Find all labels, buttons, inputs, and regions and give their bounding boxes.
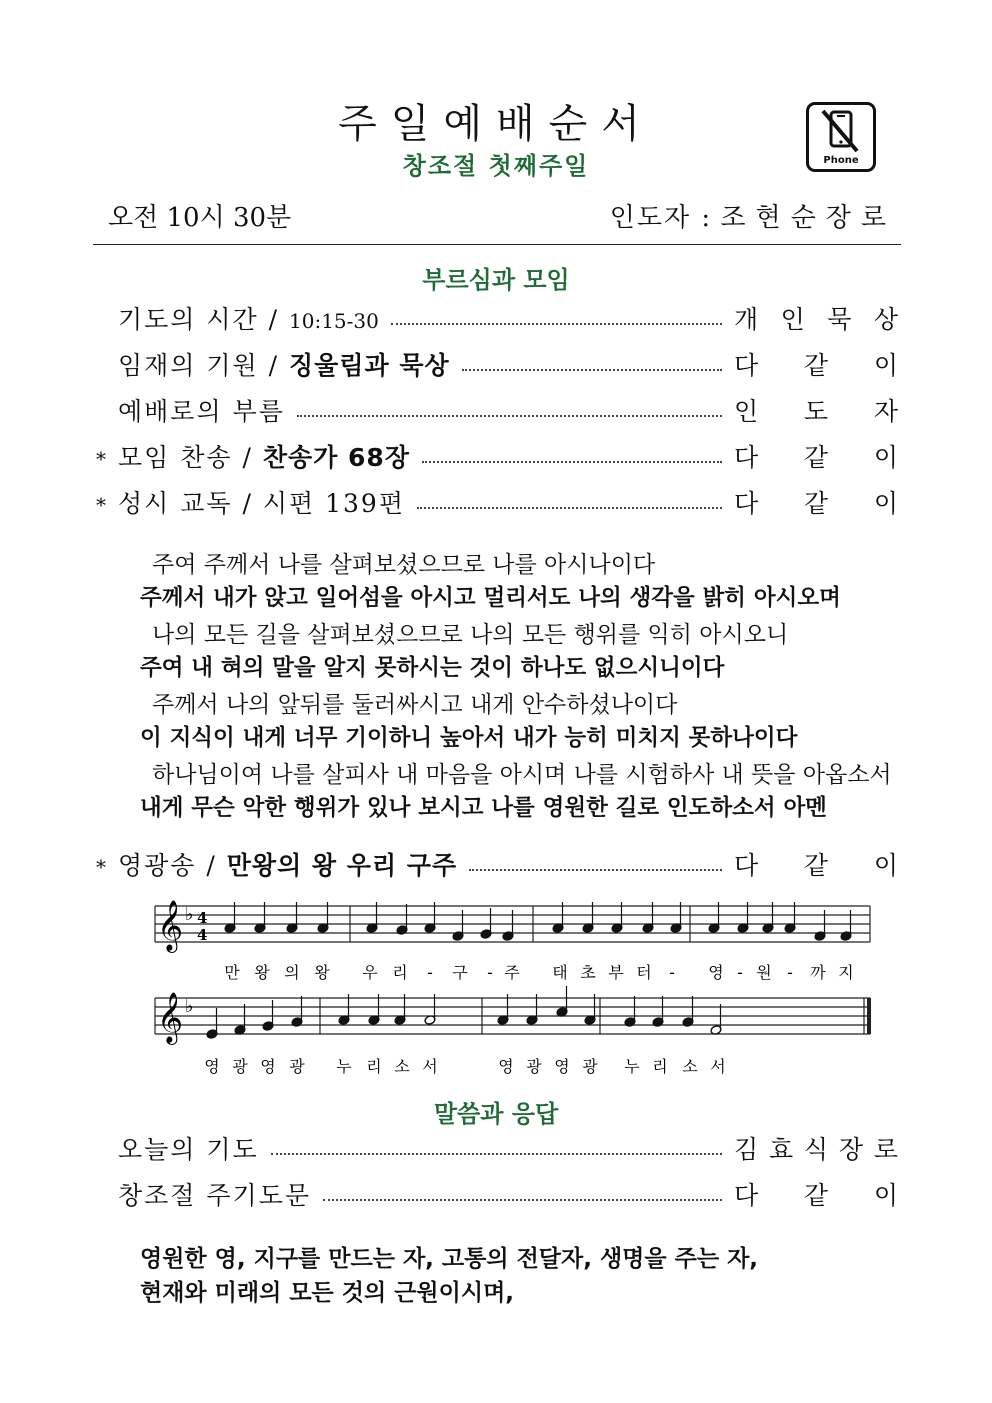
order-item	[96, 392, 898, 432]
order-item	[96, 1130, 898, 1170]
page-title: 주일예배순서	[338, 101, 654, 147]
psalm-line-congregation: 이 지식이 내게 너무 기이하니 높아서 내가 능히 미치지 못하나이다	[140, 725, 798, 751]
order-item: * 성시 교독 / 시편 139편 다 같 이	[96, 484, 898, 524]
leader-name: 조현순장로	[720, 203, 896, 233]
lyric-syllable: 만	[224, 963, 240, 982]
lyrics-line-1	[224, 963, 853, 982]
lyric-syllable: 의	[284, 963, 300, 982]
leader-dots	[297, 415, 722, 417]
lyric-syllable: 리	[652, 1057, 668, 1076]
lyric-syllable: 서	[422, 1057, 438, 1076]
psalm-line-leader: 나의 모든 길을 살펴보셨으므로 나의 모든 행위를 익히 아시오니	[152, 622, 789, 648]
order-item	[96, 300, 898, 340]
item-label: 오늘의 기도	[118, 1135, 259, 1164]
item-response: 다 같 이	[734, 1181, 898, 1210]
leader-dots	[469, 869, 722, 871]
prayer-line: 현재와 미래의 모든 것의 근원이시며,	[140, 1280, 515, 1306]
leader-dots	[462, 369, 722, 371]
item-response: 김 효 식 장 로	[734, 1135, 898, 1164]
lyric-syllable: 터	[636, 963, 652, 982]
leader	[610, 197, 896, 234]
lyric-syllable: 영	[708, 963, 724, 982]
item-label: 창조절 주기도문	[118, 1181, 311, 1210]
flat-icon: ♭	[185, 904, 194, 925]
psalm-line-congregation: 주께서 내가 앉고 일어섬을 아시고 멀리서도 나의 생각을 밝히 아시오며	[140, 585, 841, 611]
lyric-syllable: -	[787, 963, 793, 982]
lyric-syllable: 부	[608, 963, 624, 982]
lyric-syllable: 리	[366, 1057, 382, 1076]
item-label: 예배로의 부름	[118, 397, 285, 426]
lyric-syllable: 영	[498, 1057, 514, 1076]
item-response: 개 인 묵 상	[734, 305, 898, 334]
lyric-syllable: 주	[504, 963, 520, 982]
psalm-line-leader: 주여 주께서 나를 살펴보셨으므로 나를 아시나이다	[152, 552, 656, 578]
music-score	[0, 890, 992, 1090]
lyric-syllable: 리	[392, 963, 408, 982]
lyric-syllable: 영	[204, 1057, 220, 1076]
lyric-syllable: 왕	[314, 963, 330, 982]
svg-text:4: 4	[197, 909, 208, 927]
section-title-gathering: 부르심과 모임	[422, 266, 570, 294]
lyric-syllable: 광	[526, 1057, 542, 1076]
item-response: 다 같 이	[734, 351, 898, 380]
prayer-line: 영원한 영, 지구를 만드는 자, 고통의 전달자, 생명을 주는 자,	[140, 1246, 759, 1272]
divider	[93, 244, 901, 245]
psalm-line-leader: 주께서 나의 앞뒤를 둘러싸시고 내게 안수하셨나이다	[152, 692, 678, 718]
item-response: 다 같 이	[734, 443, 898, 472]
lyric-syllable: 왕	[254, 963, 270, 982]
lyric-syllable: 초	[580, 963, 596, 982]
item-response: 인 도 자	[734, 397, 898, 426]
item-response: 다 같 이	[734, 851, 898, 880]
lyric-syllable: 소	[394, 1057, 410, 1076]
lyric-syllable: 우	[362, 963, 378, 982]
treble-clef-icon: 𝄞	[157, 900, 184, 951]
leader-dots	[422, 461, 722, 463]
item-label: 영광송 / 만왕의 왕 우리 구주	[118, 851, 458, 880]
service-time: 오전 10시 30분	[108, 203, 292, 233]
lyric-syllable: 광	[289, 1057, 305, 1076]
psalm-line-congregation: 주여 내 혀의 말을 알지 못하시는 것이 하나도 없으시니이다	[140, 655, 725, 681]
lyric-syllable: 영	[260, 1057, 276, 1076]
lyric-syllable: 누	[624, 1057, 640, 1076]
lyric-syllable: 원	[756, 963, 772, 982]
leader-label: 인도자 :	[609, 203, 713, 233]
section-title-word: 말씀과 응답	[433, 1100, 559, 1128]
lyric-syllable: -	[669, 963, 675, 982]
lyric-syllable: 까	[810, 963, 826, 982]
page-subtitle: 창조절 첫째주일	[402, 152, 590, 180]
lyric-syllable: -	[487, 963, 493, 982]
item-label: 성시 교독 / 시편 139편	[118, 489, 405, 518]
lyric-syllable: 소	[682, 1057, 698, 1076]
order-item	[96, 1176, 898, 1216]
item-label: 기도의 시간 / 10:15-30	[118, 305, 379, 334]
svg-text:4: 4	[197, 926, 208, 944]
lyric-syllable: 서	[710, 1057, 726, 1076]
lyric-syllable: -	[737, 963, 743, 982]
leader-dots	[271, 1153, 722, 1155]
staff-line-1	[155, 900, 870, 953]
leader-dots	[417, 507, 722, 509]
flat-icon: ♭	[185, 996, 194, 1017]
lyric-syllable: 구	[452, 963, 468, 982]
leader-dots	[391, 323, 722, 325]
phone-label: Phone	[823, 155, 859, 166]
psalm-line-leader: 하나님이여 나를 살피사 내 마음을 아시며 나를 시험하사 내 뜻을 아옵소서	[152, 762, 892, 788]
psalm-line-congregation: 내게 무슨 악한 행위가 있나 보시고 나를 영원한 길로 인도하소서 아멘	[140, 795, 827, 821]
leader-dots	[323, 1199, 722, 1201]
item-response: 다 같 이	[734, 489, 898, 518]
treble-clef-icon: 𝄞	[157, 992, 184, 1043]
lyric-syllable: -	[427, 963, 433, 982]
order-item: * 모임 찬송 / 찬송가 68장 다 같 이	[96, 438, 898, 478]
item-label: 임재의 기원 / 징울림과 묵상	[118, 351, 450, 380]
staff-line-2	[155, 986, 871, 1045]
lyric-syllable: 광	[582, 1057, 598, 1076]
lyric-syllable: 태	[552, 963, 568, 982]
lyric-syllable: 지	[838, 963, 854, 982]
order-item-gloria: * 영광송 / 만왕의 왕 우리 구주 다 같 이	[96, 846, 898, 886]
order-item	[96, 346, 898, 386]
lyric-syllable: 영	[554, 1057, 570, 1076]
no-phone-icon	[806, 102, 876, 172]
item-label: 모임 찬송 / 찬송가 68장	[118, 443, 410, 472]
lyric-syllable: 누	[336, 1057, 352, 1076]
lyric-syllable: 광	[232, 1057, 248, 1076]
lyrics-line-2	[204, 1057, 725, 1076]
